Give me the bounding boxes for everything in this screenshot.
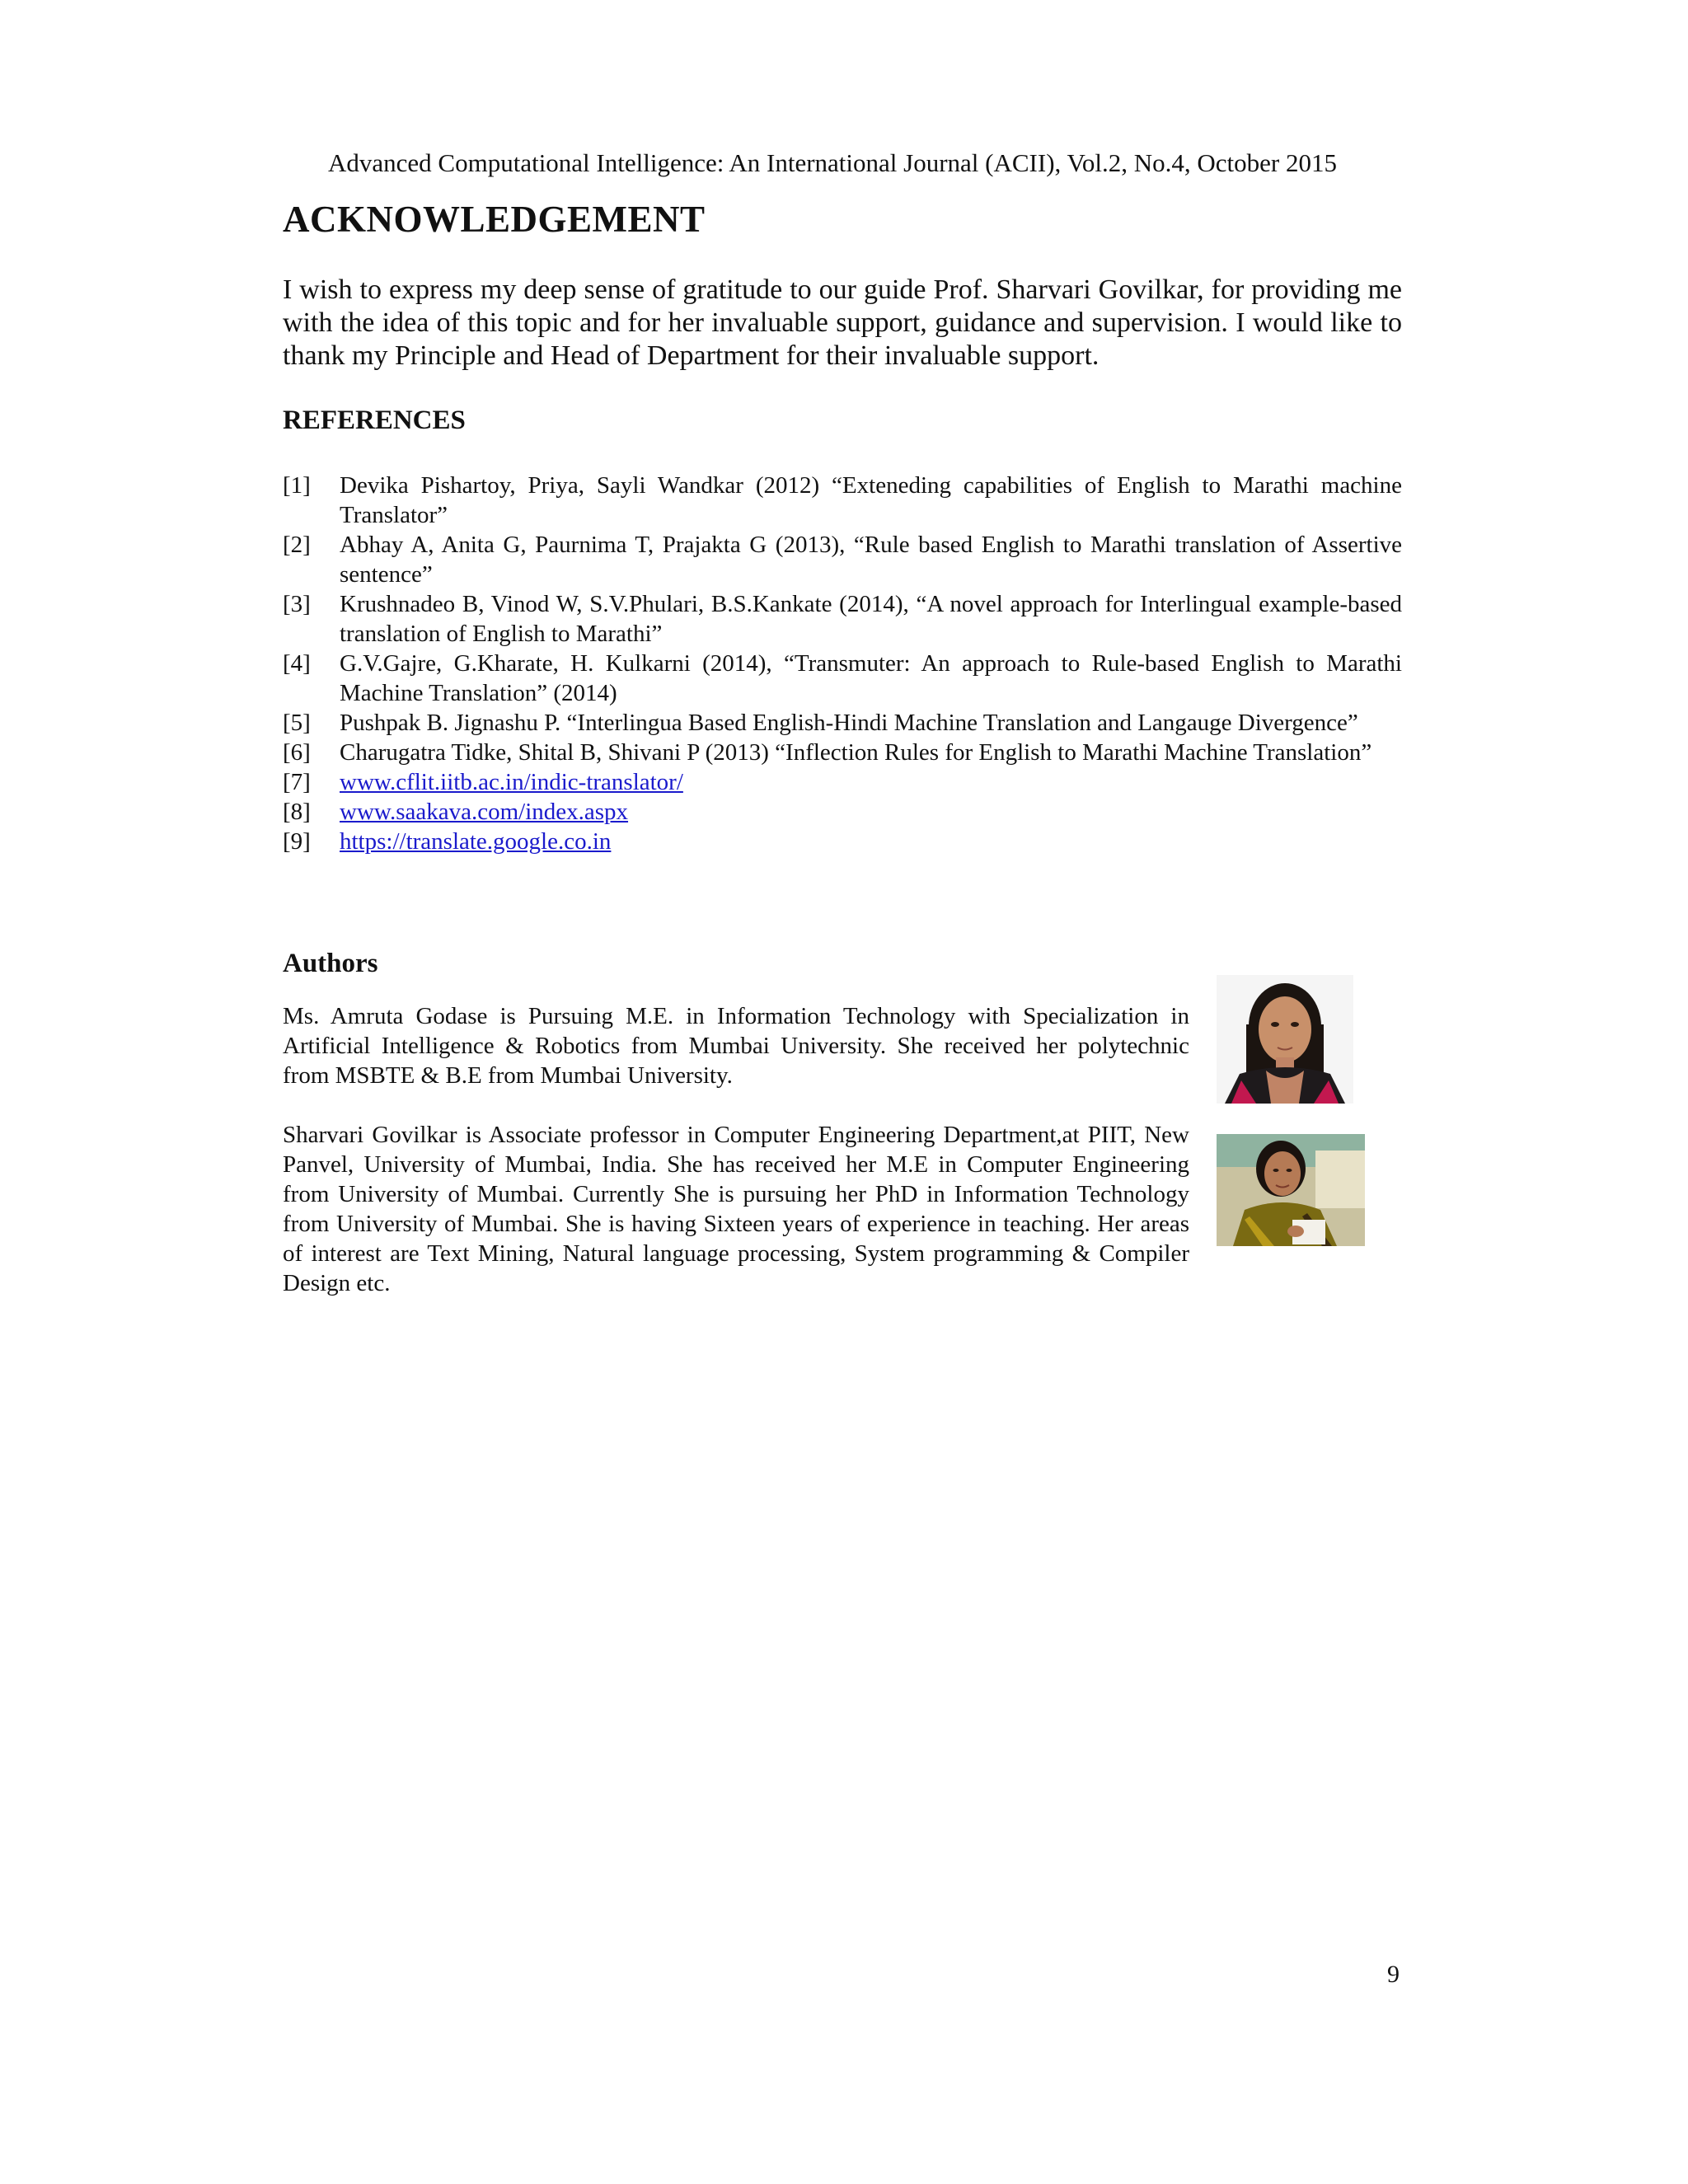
- reference-item: [283, 589, 1402, 649]
- reference-text: Abhay A, Anita G, Paurnima T, Prajakta G (2013), “Rule based English to Marathi translation of Assertive sentence”: [340, 532, 1402, 588]
- reference-item: [283, 738, 1402, 767]
- reference-link-saakava[interactable]: www.saakava.com/index.aspx: [340, 799, 629, 825]
- reference-number: [5]: [283, 710, 311, 736]
- author-bio-amruta-godase: Ms. Amruta Godase is Pursuing M.E. in Information Technology with Specialization in Artificial Intelligence & Robotics from Mumbai University. She received her polytechnic from MSBTE & B.E from Mumbai University.: [283, 1003, 1189, 1089]
- reference-number: [4]: [283, 650, 311, 677]
- author-bio-sharvari-govilkar: Sharvari Govilkar is Associate professor in Computer Engineering Department,at PIIT, New Panvel, University of Mumbai, India. She has received her M.E in Computer Engineering from University of Mumbai. Currently She is pursuing her PhD in Information Technology from University of Mumbai. She is having Sixteen years of experience in teaching. Her areas of interest are Text Mining, Natural language processing, System programming & Compiler Design etc.: [283, 1122, 1189, 1296]
- author-photo-sharvari-govilkar: [1217, 1134, 1365, 1246]
- reference-item: [283, 649, 1402, 708]
- reference-text: Charugatra Tidke, Shital B, Shivani P (2013) “Inflection Rules for English to Marathi Machine Translation”: [340, 739, 1372, 766]
- reference-number: [8]: [283, 799, 311, 825]
- reference-number: [2]: [283, 532, 311, 558]
- references-list: [283, 471, 1402, 856]
- reference-text: Devika Pishartoy, Priya, Sayli Wandkar (2012) “Exteneding capabilities of English to Marathi machine Translator”: [340, 472, 1402, 528]
- reference-item: [283, 827, 1402, 856]
- portrait-icon: [1217, 975, 1353, 1104]
- reference-number: [1]: [283, 472, 311, 499]
- portrait-icon: [1217, 1134, 1365, 1246]
- authors-heading: Authors: [283, 949, 378, 978]
- reference-text: Krushnadeo B, Vinod W, S.V.Phulari, B.S.Kankate (2014), “A novel approach for Interlingual example-based translation of English to Marathi”: [340, 591, 1402, 647]
- acknowledgement-heading: ACKNOWLEDGEMENT: [283, 199, 706, 240]
- page-number: 9: [1387, 1961, 1400, 1988]
- reference-text: G.V.Gajre, G.Kharate, H. Kulkarni (2014), “Transmuter: An approach to Rule-based English to Marathi Machine Translation” (2014): [340, 650, 1402, 706]
- reference-link-google-translate[interactable]: https://translate.google.co.in: [340, 828, 612, 855]
- reference-item: [283, 530, 1402, 589]
- reference-link-cflit[interactable]: www.cflit.iitb.ac.in/indic-translator/: [340, 769, 683, 795]
- reference-number: [9]: [283, 828, 311, 855]
- reference-number: [6]: [283, 739, 311, 766]
- reference-item: [283, 708, 1402, 738]
- author-photo-amruta-godase: [1217, 975, 1353, 1104]
- reference-item: [283, 767, 1402, 797]
- reference-item: [283, 471, 1402, 530]
- reference-item: [283, 797, 1402, 827]
- acknowledgement-body: I wish to express my deep sense of gratitude to our guide Prof. Sharvari Govilkar, for providing me with the idea of this topic and for her invaluable support, guidance and supervision. I would like to thank my Principle and Head of Department for their invaluable support.: [283, 274, 1402, 371]
- reference-number: [3]: [283, 591, 311, 617]
- running-header: Advanced Computational Intelligence: An International Journal (ACII), Vol.2, No.4, October 2015: [328, 148, 1337, 177]
- references-heading: REFERENCES: [283, 405, 466, 435]
- reference-number: [7]: [283, 769, 311, 795]
- reference-text: Pushpak B. Jignashu P. “Interlingua Based English-Hindi Machine Translation and Langauge Divergence”: [340, 710, 1358, 736]
